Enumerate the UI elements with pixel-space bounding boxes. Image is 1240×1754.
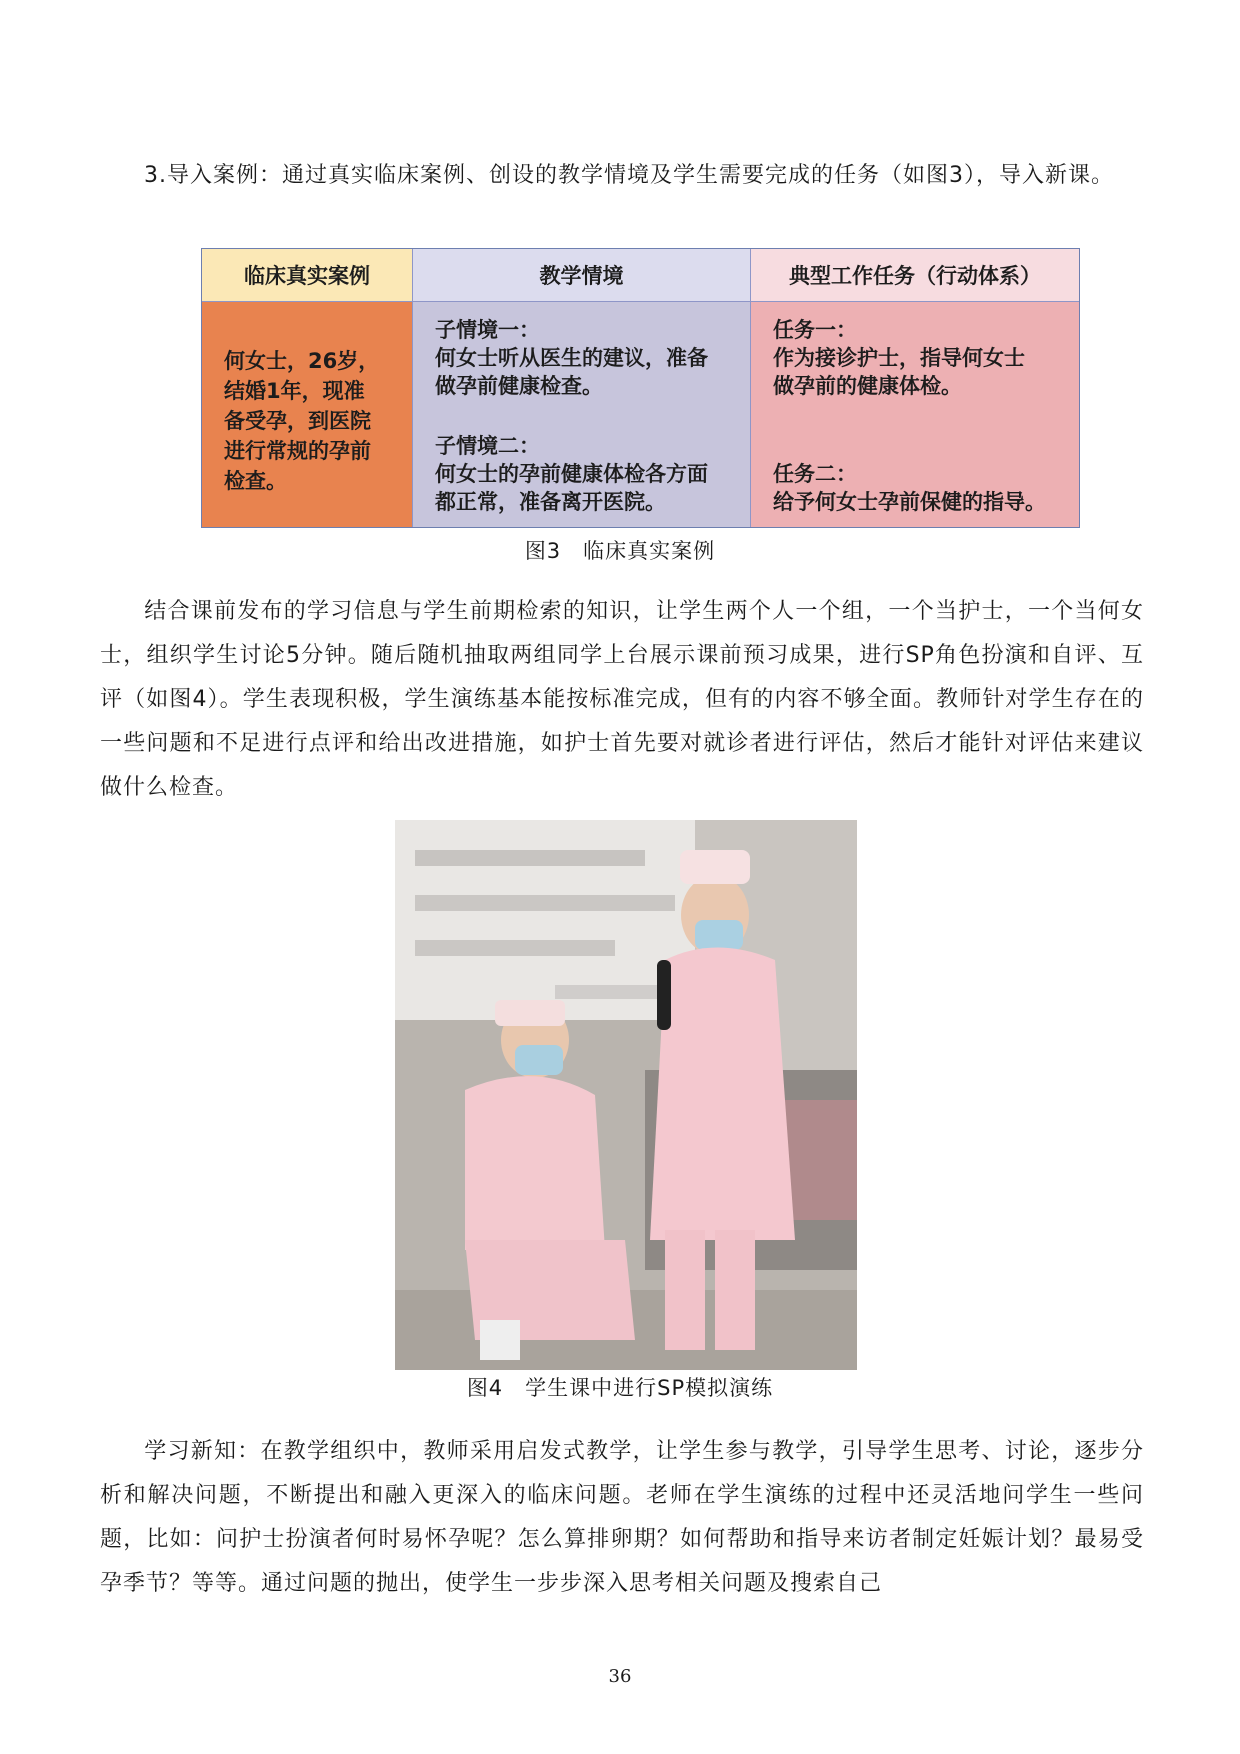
teaching-scenario-body	[413, 301, 751, 527]
case-line: 备受孕，到医院	[224, 409, 371, 433]
paragraph-new-knowledge	[100, 1430, 1144, 1606]
paragraph-group-practice-text: 结合课前发布的学习信息与学生前期检索的知识，让学生两个人一个组，一个当护士，一个当何女士，组织学生讨论5分钟。随后随机抽取两组同学上台展示课前预习成果，进行SP角色扮演和自评、互评（如图4）。学生表现积极，学生演练基本能按标准完成，但有的内容不够全面。教师针对学生存在的一些问题和不足进行点评和给出改进措施，如护士首先要对就诊者进行评估，然后才能针对评估来建议做什么检查。	[100, 599, 1144, 800]
task-two	[773, 460, 1069, 516]
task-one-title: 任务一：	[773, 318, 857, 342]
page-number: 36	[608, 1666, 632, 1687]
figure-3-caption: 图3 临床真实案例	[524, 539, 716, 563]
case-line: 检查。	[224, 469, 287, 493]
clinical-case-body	[202, 301, 413, 527]
task-one-line: 作为接诊护士，指导何女士	[773, 346, 1025, 370]
scenario-one-line: 做孕前健康检查。	[435, 374, 603, 398]
scenario-two-title: 子情境二：	[435, 434, 540, 458]
case-line: 何女士，26岁，	[224, 349, 380, 373]
header-teaching-scenario: 教学情境	[413, 249, 751, 301]
figure-4-photo	[395, 820, 857, 1370]
scenario-one-title: 子情境一：	[435, 318, 540, 342]
scenario-two-line: 何女士的孕前健康体检各方面	[435, 462, 708, 486]
task-two-title: 任务二：	[773, 462, 857, 486]
task-two-line: 给予何女士孕前保健的指导。	[773, 490, 1046, 514]
paragraph-intro-case	[100, 154, 1144, 198]
case-line: 进行常规的孕前	[224, 439, 371, 463]
paragraph-intro-case-text: 3.导入案例：通过真实临床案例、创设的教学情境及学生需要完成的任务（如图3），导入新课。	[144, 163, 1114, 188]
scenario-two-line: 都正常，准备离开医院。	[435, 490, 666, 514]
task-one	[773, 316, 1069, 400]
header-clinical-case: 临床真实案例	[202, 249, 413, 301]
figure-4-caption: 图4 学生课中进行SP模拟演练	[466, 1376, 774, 1400]
paragraph-group-practice	[100, 590, 1144, 810]
scenario-one	[435, 316, 740, 400]
figure-3-table	[201, 248, 1080, 528]
scenario-one-line: 何女士听从医生的建议，准备	[435, 346, 708, 370]
task-one-line: 做孕前的健康体检。	[773, 374, 962, 398]
case-line: 结婚1年，现准	[224, 379, 365, 403]
header-work-task: 典型工作任务（行动体系）	[751, 249, 1079, 301]
scenario-two	[435, 432, 740, 516]
paragraph-new-knowledge-text: 学习新知：在教学组织中，教师采用启发式教学，让学生参与教学，引导学生思考、讨论，逐步分析和解决问题，不断提出和融入更深入的临床问题。老师在学生演练的过程中还灵活地问学生一些问题，比如：问护士扮演者何时易怀孕呢？怎么算排卵期？如何帮助和指导来访者制定妊娠计划？最易受孕季节？等等。通过问题的抛出，使学生一步步深入思考相关问题及搜索自己	[100, 1439, 1144, 1596]
work-task-body	[751, 301, 1079, 527]
